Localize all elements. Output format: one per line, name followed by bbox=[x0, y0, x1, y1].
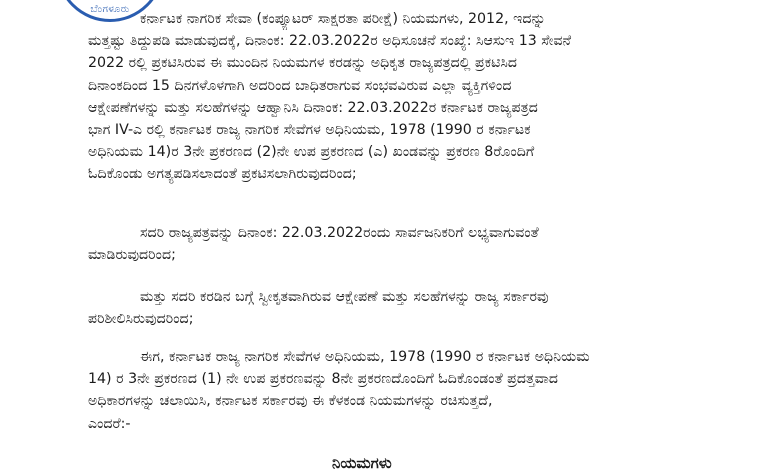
paragraph-3-line-2: ಪರಿಶೀಲಿಸಿರುವುದರಿಂದ; bbox=[88, 311, 194, 328]
paragraph-1-line-1: ಕರ್ನಾಟಕ ನಾಗರಿಕ ಸೇವಾ (ಕಂಪ್ಯೂಟರ್ ಸಾಕ್ಷರತಾ ಪರೀಕ್ಷೆ) ನಿಯಮಗಳು, 2012, ಇದನ್ನು bbox=[140, 11, 546, 27]
paragraph-4-line-4: ಎಂದರೆ:- bbox=[88, 415, 131, 432]
paragraph-4-line-3: ಅಧಿಕಾರಗಳನ್ನು ಚಲಾಯಿಸಿ, ಕರ್ನಾಟಕ ಸರ್ಕಾರವು ಈ ಕೆಳಕಂಡ ನಿಯಮಗಳನ್ನು ರಚಿಸುತ್ತದೆ, bbox=[88, 393, 493, 410]
paragraph-1-line-7: ಅಧಿನಿಯಮ 14)ರ 3ನೇ ಪ್ರಕರಣದ (2)ನೇ ಉಪ ಪ್ರಕರಣದ (ಎ) ಖಂಡವನ್ನು ಪ್ರಕರಣ 8ರೊಂದಿಗೆ bbox=[88, 144, 535, 161]
paragraph-4 bbox=[88, 346, 734, 435]
paragraph-2-line-2: ಮಾಡಿರುವುದರಿಂದ; bbox=[88, 247, 176, 264]
paragraph-2 bbox=[88, 222, 734, 266]
paragraph-3-line-1: ಮತ್ತು ಸದರಿ ಕರಡಿನ ಬಗ್ಗೆ ಸ್ವೀಕೃತವಾಗಿರುವ ಆಕ್ಷೇಪಣೆ ಮತ್ತು ಸಲಹೆಗಳನ್ನು ರಾಜ್ಯ ಸರ್ಕಾರವು bbox=[140, 289, 549, 305]
paragraph-1-line-8: ಓದಿಕೊಂಡು ಅಗತ್ಯಪಡಿಸಲಾದಂತೆ ಪ್ರಕಟಿಸಲಾಗಿರುವುದರಿಂದ; bbox=[88, 166, 357, 183]
paragraph-1-line-5: ಆಕ್ಷೇಪಣೆಗಳನ್ನು ಮತ್ತು ಸಲಹೆಗಳನ್ನು ಆಹ್ವಾನಿಸಿ ದಿನಾಂಕ: 22.03.2022ರ ಕರ್ನಾಟಕ ರಾಜ್ಯಪತ್ರದ bbox=[88, 99, 538, 116]
paragraph-4-line-1: ಈಗ, ಕರ್ನಾಟಕ ರಾಜ್ಯ ನಾಗರಿಕ ಸೇವೆಗಳ ಅಧಿನಿಯಮ, 1978 (1990 ರ ಕರ್ನಾಟಕ ಅಧಿನಿಯಮ bbox=[140, 349, 590, 365]
paragraph-1-line-4: ದಿನಾಂಕದಿಂದ 15 ದಿನಗಳೊಳಗಾಗಿ ಅದರಿಂದ ಬಾಧಿತರಾಗುವ ಸಂಭವವಿರುವ ಎಲ್ಲಾ ವ್ಯಕ್ತಿಗಳಿಂದ bbox=[88, 77, 512, 94]
paragraph-4-line-2: 14) ರ 3ನೇ ಪ್ರಕರಣದ (1) ನೇ ಉಪ ಪ್ರಕರಣವನ್ನು 8ನೇ ಪ್ರಕರಣದೊಂದಿಗೆ ಓದಿಕೊಂಡಂತೆ ಪ್ರದತ್ತವಾದ bbox=[88, 371, 559, 388]
paragraph-1-line-3: 2022 ರಲ್ಲಿ ಪ್ರಕಟಿಸಿರುವ ಈ ಮುಂದಿನ ನಿಯಮಗಳ ಕರಡನ್ನು ಅಧಿಕೃತ ರಾಜ್ಯಪತ್ರದಲ್ಲಿ ಪ್ರಕಟಿಸಿದ bbox=[88, 55, 518, 72]
paragraph-3 bbox=[88, 286, 734, 330]
paragraph-1-line-2: ಮತ್ತಷ್ಟು ತಿದ್ದುಪಡಿ ಮಾಡುವುದಕ್ಕೆ, ದಿನಾಂಕ: 22.03.2022ರ ಅಧಿಸೂಚನೆ ಸಂಖ್ಯೆ: ಸಿಆಸುಇ 13 ಸೇವನೆ bbox=[88, 33, 572, 50]
paragraph-1 bbox=[88, 8, 734, 186]
paragraph-1-line-6: ಭಾಗ IV-ಎ ರಲ್ಲಿ ಕರ್ನಾಟಕ ರಾಜ್ಯ ನಾಗರಿಕ ಸೇವೆಗಳ ಅಧಿನಿಯಮ, 1978 (1990 ರ ಕರ್ನಾಟಕ bbox=[88, 122, 531, 139]
seal-text: ಬೆಂಗಳೂರು bbox=[90, 4, 130, 15]
paragraph-2-line-1: ಸದರಿ ರಾಜ್ಯಪತ್ರವನ್ನು ದಿನಾಂಕ: 22.03.2022ರಂದು ಸಾರ್ವಜನಿಕರಿಗೆ ಲಭ್ಯವಾಗುವಂತೆ bbox=[140, 225, 539, 241]
rules-heading: ನಿಯಮಗಳು bbox=[332, 454, 392, 472]
